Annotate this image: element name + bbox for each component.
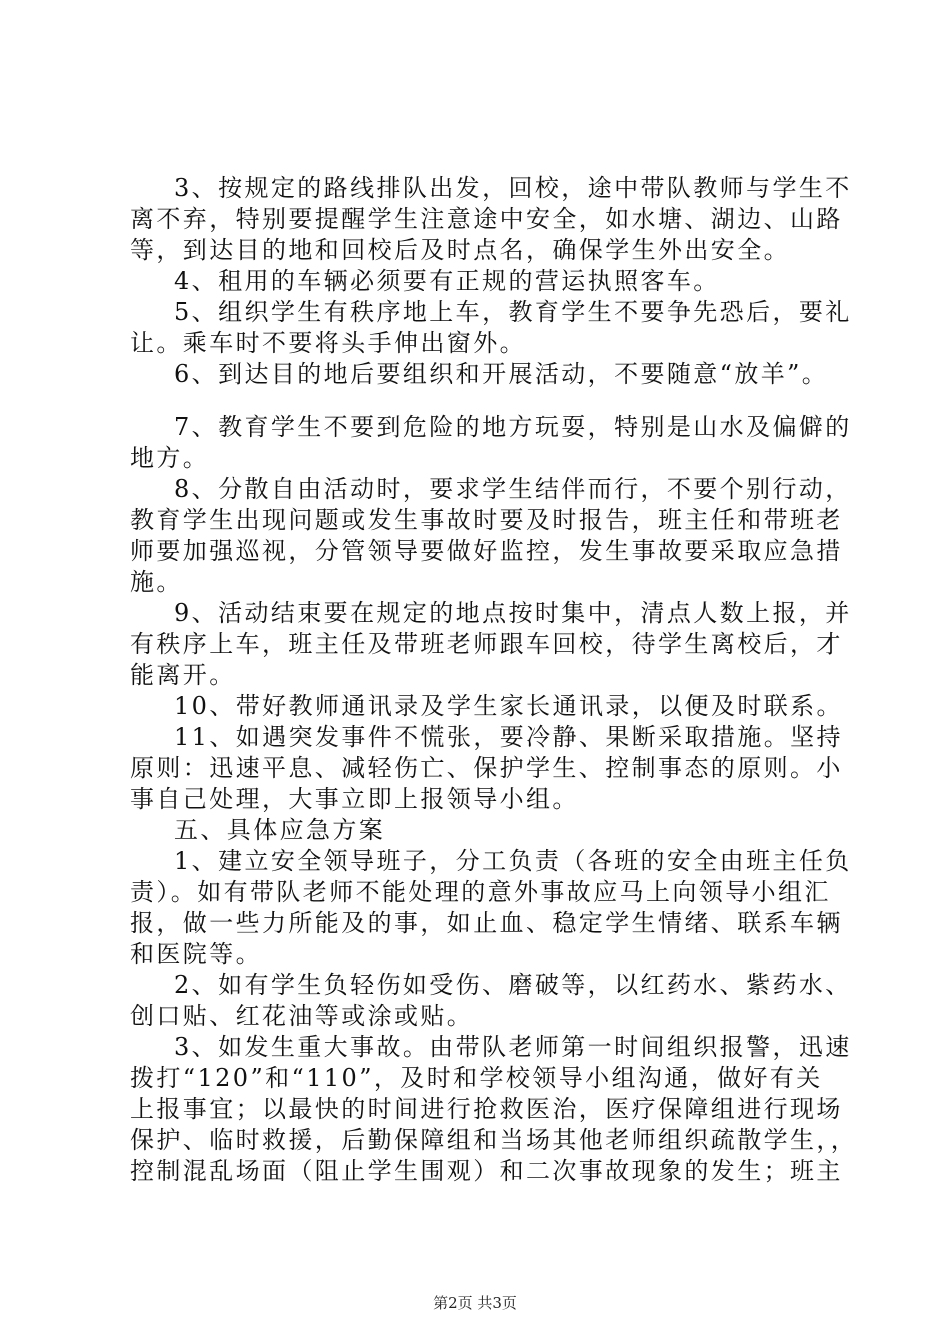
paragraph-7-line-2: 地方。 <box>130 444 210 472</box>
section-heading: 五、具体应急方案 <box>174 816 386 844</box>
plan-1-line-2: 责）。如有带队老师不能处理的意外事故应马上向领导小组汇 <box>130 878 831 906</box>
plan-3-line-5: 控制混乱场面（阻止学生围观）和二次事故现象的发生；班主 <box>130 1157 843 1185</box>
plan-2-line-1: 2、如有学生负轻伤如受伤、磨破等，以红药水、紫药水、 <box>174 971 852 999</box>
page-footer <box>0 1293 950 1313</box>
plan-3-line-2: 拨打“120”和“110”，及时和学校领导小组沟通，做好有关 <box>130 1064 823 1092</box>
paragraph-11-line-1: 11、如遇突发事件不慌张，要冷静、果断采取措施。坚持 <box>174 723 843 751</box>
plan-1-line-1: 1、建立安全领导班子，分工负责（各班的安全由班主任负 <box>174 847 852 875</box>
paragraph-9-line-3: 能离开。 <box>130 661 236 689</box>
paragraph-8-line-1: 8、分散自由活动时，要求学生结伴而行，不要个别行动， <box>174 475 852 503</box>
paragraph-9-line-1: 9、活动结束要在规定的地点按时集中，清点人数上报，并 <box>174 599 852 627</box>
paragraph-8-line-3: 师要加强巡视，分管领导要做好监控，发生事故要采取应急措 <box>130 537 843 565</box>
paragraph-3-line-1: 3、按规定的路线排队出发，回校，途中带队教师与学生不 <box>174 174 852 202</box>
page-number: 第2页 共3页 <box>433 1294 517 1312</box>
paragraph-11-line-3: 事自己处理，大事立即上报领导小组。 <box>130 785 579 813</box>
document-body <box>130 173 858 1187</box>
paragraph-gap <box>130 390 830 412</box>
paragraph-6-line-1: 6、到达目的地后要组织和开展活动，不要随意“放羊”。 <box>174 360 829 388</box>
paragraph-5-line-2: 让。乘车时不要将头手伸出窗外。 <box>130 329 526 357</box>
paragraph-10-line-1: 10、带好教师通讯录及学生家长通讯录，以便及时联系。 <box>174 692 843 720</box>
paragraph-4-line-1: 4、租用的车辆必须要有正规的营运执照客车。 <box>174 267 720 295</box>
plan-3-line-3: 上报事宜；以最快的时间进行抢救医治，医疗保障组进行现场 <box>130 1095 843 1123</box>
paragraph-7-line-1: 7、教育学生不要到危险的地方玩耍，特别是山水及偏僻的 <box>174 413 852 441</box>
paragraph-3-line-3: 等，到达目的地和回校后及时点名，确保学生外出安全。 <box>130 236 790 264</box>
paragraph-9-line-2: 有秩序上车，班主任及带班老师跟车回校，待学生离校后，才 <box>130 630 843 658</box>
plan-3-line-4: 保护、临时救援，后勤保障组和当场其他老师组织疏散学生，， <box>130 1126 858 1154</box>
paragraph-11-line-2: 原则：迅速平息、减轻伤亡、保护学生、控制事态的原则。小 <box>130 754 843 782</box>
paragraph-5-line-1: 5、组织学生有秩序地上车，教育学生不要争先恐后，要礼 <box>174 298 852 326</box>
plan-1-line-4: 和医院等。 <box>130 940 262 968</box>
paragraph-3-line-2: 离不弃，特别要提醒学生注意途中安全，如水塘、湖边、山路 <box>130 205 843 233</box>
plan-1-line-3: 报，做一些力所能及的事，如止血、稳定学生情绪、联系车辆 <box>130 909 843 937</box>
plan-2-line-2: 创口贴、红花油等或涂或贴。 <box>130 1002 474 1030</box>
paragraph-8-line-2: 教育学生出现问题或发生事故时要及时报告，班主任和带班老 <box>130 506 843 534</box>
plan-3-line-1: 3、如发生重大事故。由带队老师第一时间组织报警，迅速 <box>174 1033 852 1061</box>
paragraph-8-line-4: 施。 <box>130 568 183 596</box>
